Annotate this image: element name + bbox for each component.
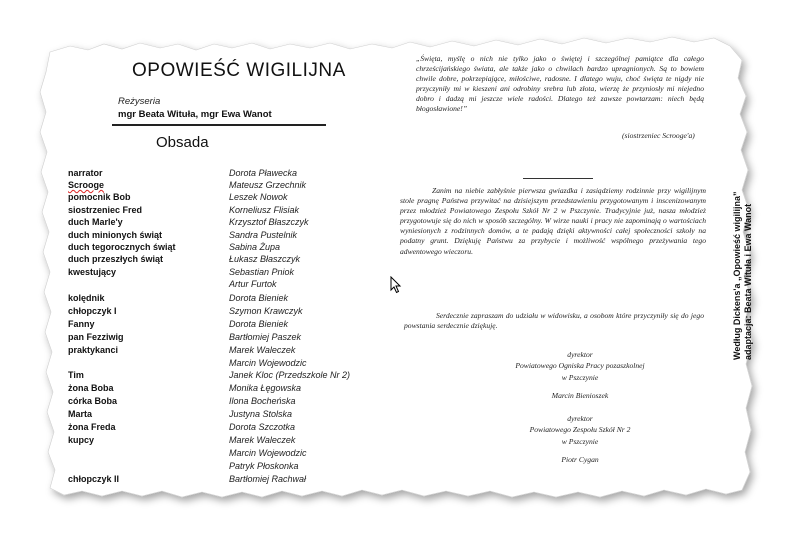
directors: mgr Beata Wituła, mgr Ewa Wanot (118, 109, 272, 120)
vertical-credit-line-2: adaptacja: Beata Wituła i Ewa Wanot (743, 203, 753, 360)
title-divider (112, 124, 326, 126)
left-page: OPOWIEŚĆ WIGILIJNA Reżyseria mgr Beata Wituła, mgr Ewa Wanot Obsada narrator Dorota Pławecka Scrooge Mateusz Grzechnik pomocnik Bob Leszek Nowok siostrzeniec Fred Korneliusz Flisiak duch Marle'y Krzysztof Błaszczyk duch minionych świąt Sandra Pustelnik duch tegorocznych świąt Sabina Żupa duch przeszłych świąt Łukasz Błaszczyk kwestujący Sebastian Pniok Artur Furtok kolędnik Dorota Bieniek chłopczyk I Szymon Krawczyk Fanny Dorota Bieniek pan Fezziwig Bartłomiej Paszek praktykanci Marek Waleczek Marcin Wojewodzic Tim Janek Kloc (Przedszkole Nr 2) żona Boba Monika Łęgowska córka Boba Ilona Bocheńska Marta Justyna Stolska żona Freda Dorota Szczotka kupcy Marek Waleczek Marcin Wojewodzic Patryk Płoskonka chłopczyk II Bartłomiej Rachwał (68, 60, 351, 484)
mouse-cursor-icon (390, 276, 402, 294)
welcome-paragraph: Zanim na niebie zabłyśnie pierwsza gwiazdka i zasiądziemy rodzinnie przy wigilijnym stole pragnę Państwa przywitać na dzisiejszym przedstawieniu przygotowanym i inscenizowanym przez młodzież Powiatowego Zespołu Szkół Nr 2 w Pszczynie. Tradycyjnie już, nasza młodzież przygotowuje się do nich w sposób szczególny. W wirze nauki i pracy nie zapominają o wartościach wyniesionych z rodzinnych domów, a te padają dzięki aktywności całej społeczności szkoły na podatny grunt. Dziękuję Państwu za przybycie i możliwość wspólnego przeżywania tego adwentowego wieczoru. (400, 186, 706, 256)
document-spread: OPOWIEŚĆ WIGILIJNA Reżyseria mgr Beata Wituła, mgr Ewa Wanot Obsada narrator Dorota Pławecka Scrooge Mateusz Grzechnik pomocnik Bob Leszek Nowok siostrzeniec Fred Korneliusz Flisiak duch Marle'y Krzysztof Błaszczyk duch minionych świąt Sandra Pustelnik duch tegorocznych świąt Sabina Żupa duch przeszłych świąt Łukasz Błaszczyk kwestujący Sebastian Pniok Artur Furtok kolędnik Dorota Bieniek chłopczyk I Szymon Krawczyk Fanny Dorota Bieniek pan Fezziwig Bartłomiej Paszek praktykanci Marek Waleczek Marcin Wojewodzic Tim Janek Kloc (Przedszkole Nr 2) żona Boba Monika Łęgowska córka Boba Ilona Bocheńska Marta Justyna Stolska żona Freda Dorota Szczotka kupcy Marek Waleczek Marcin Wojewodzic Patryk Płoskonka chłopczyk II Bartłomiej Rachwał „Święta, myślę o nich nie tylko jako o świętej i szczególnej pamiątce dla całego chrześcijańskiego świata, ale także jako o chwilach bardzo upragnionych. Są to bowiem chwile dobre, pokrzepiające, miłościwe, radosne. I dlatego wuju, choć święta te nigdy nie przyczyniły mi w kieszeni ani odrobiny srebra lub złota, wierzę że przyniosły mi niejedno dobro i dadzą mi jeszcze wiele radości. Dlatego też zawsze powtarzam: niech będą błogosławione!” (siostrzeniec Scrooge'a) Zanim na niebie zabłyśnie pierwsza gwiazdka i zasiądziemy rodzinnie przy wigilijnym stole pragnę Państwa przywitać na dzisiejszym przedstawieniu przygotowanym i inscenizowanym przez młodzież Powiatowego Zespołu Szkół Nr 2 w Pszczynie. Tradycyjnie już, nasza młodzież przygotowuje się do nich w sposób szczególny. W wirze nauki i pracy nie zapominają o wartościach wyniesionych z rodzinnych domów, a te padają dzięki aktywności całej społeczności szkoły na podatny grunt. Dziękuję Państwu za przybycie i możliwość wspólnego przeżywania tego adwentowego wieczoru. Serdecznie zapraszam do udziału w widowisku, a osobom które przyczyniły się do jego powstania serdecznie dziękuję. dyrektor Powiatowego Ogniska Pracy pozaszkolnej w Pszczynie Marcin Bienioszek dyrektor Powiatowego Zespołu Szkół Nr 2 w Pszczynie Piotr Cygan Według Dickens'a „Opowieść wigilijna” adaptacja: Beata Wituła i Ewa Wanot (0, 0, 800, 534)
cast-heading: Obsada (156, 134, 209, 151)
quote-source: (siostrzeniec Scrooge'a) (622, 131, 695, 140)
separator-line (523, 178, 593, 179)
direction-label: Reżyseria (118, 96, 161, 107)
invitation-paragraph: Serdecznie zapraszam do udziału w widowisku, a osobom które przyczyniły się do jego powstania serdecznie dziękuję. (404, 311, 704, 331)
dickens-quote: „Święta, myślę o nich nie tylko jako o świętej i szczególnej pamiątce dla całego chrześcijańskiego świata, ale także jako o chwilach bardzo upragnionych. Są to bowiem chwile dobre, pokrzepiające, miłościwe, radosne. I dlatego wuju, choć święta te nigdy nie przyczyniły mi w kieszeni ani odrobiny srebra lub złota, wierzę że przyniosły mi niejedno dobro i dadzą mi jeszcze wiele radości. Dlatego też zawsze powtarzam: niech będą błogosławione!” (416, 54, 704, 114)
play-title: OPOWIEŚĆ WIGILIJNA (132, 60, 346, 81)
vertical-credit-line-1: Według Dickens'a „Opowieść wigilijna” (732, 191, 742, 360)
